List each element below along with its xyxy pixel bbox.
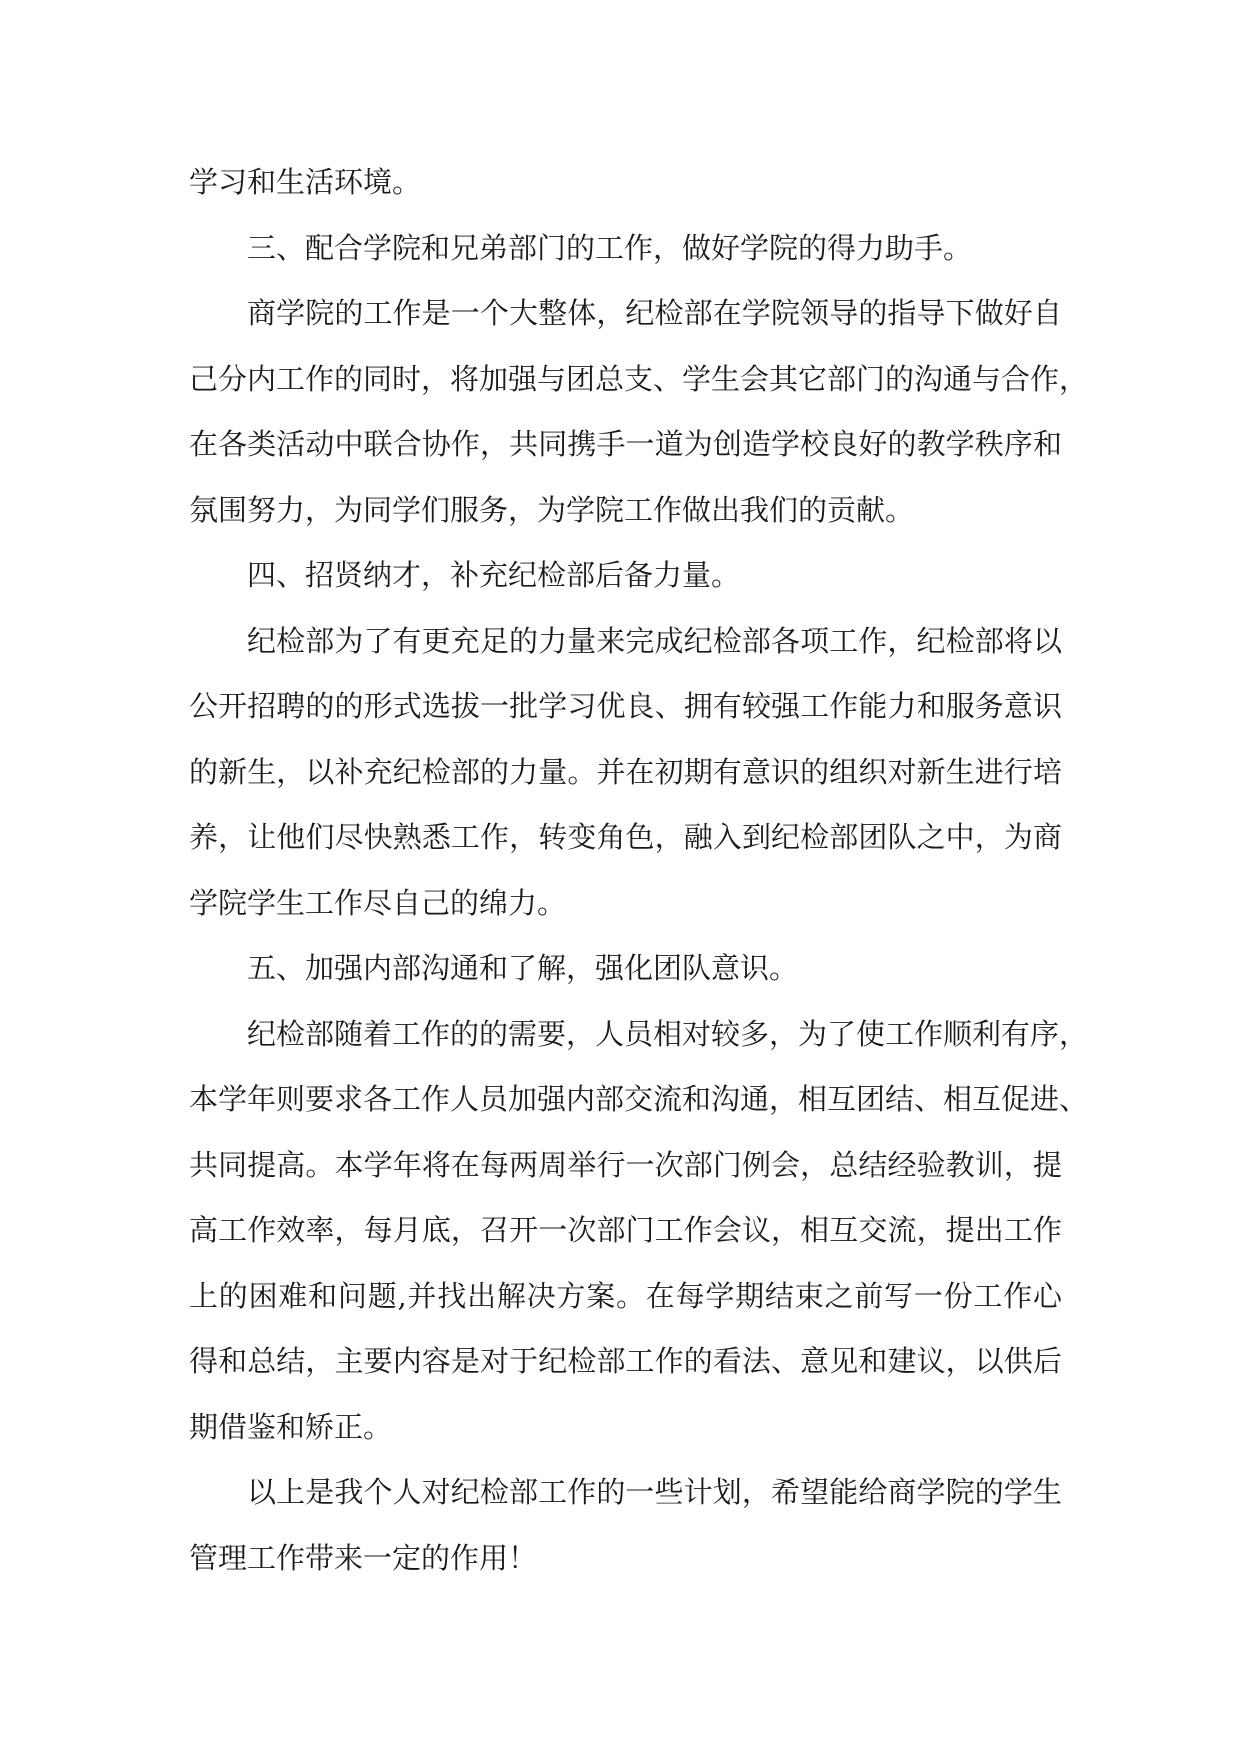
text-line: 纪检部随着工作的的需要，人员相对较多，为了使工作顺利有序， — [247, 1016, 1089, 1051]
text-line: 共同提高。本学年将在每两周举行一次部门例会，总结经验教训，提 — [189, 1147, 1062, 1182]
section-heading-3 — [189, 216, 1062, 282]
text-line: 养，让他们尽快熟悉工作，转变角色，融入到纪检部团队之中，为商 — [189, 820, 1062, 854]
text-line: 公开招聘的的形式选拔一批学习优良、拥有较强工作能力和服务意识 — [189, 689, 1062, 723]
paragraph-3 — [189, 281, 1089, 543]
section-heading-4 — [189, 543, 1062, 609]
text-line: 本学年则要求各工作人员加强内部交流和沟通，相互团结、相互促进、 — [189, 1082, 1089, 1116]
text-line: 管理工作带来一定的作用！ — [189, 1540, 538, 1575]
text-line: 五、加强内部沟通和了解，强化团队意识。 — [247, 951, 799, 985]
text-line: 三、配合学院和兄弟部门的工作，做好学院的得力助手。 — [247, 230, 973, 265]
text-line: 己分内工作的同时，将加强与团总支、学生会其它部门的沟通与合作， — [189, 361, 1089, 396]
text-line: 在各类活动中联合协作，共同携手一道为创造学校良好的教学秩序和 — [189, 427, 1062, 461]
text-line: 商学院的工作是一个大整体，纪检部在学院领导的指导下做好自 — [247, 296, 1062, 330]
closing-paragraph — [189, 1460, 1062, 1591]
text-line: 四、招贤纳才，补充纪检部后备力量。 — [247, 558, 741, 592]
text-line: 学院学生工作尽自己的绵力。 — [189, 885, 567, 920]
text-line: 以上是我个人对纪检部工作的一些计划，希望能给商学院的学生 — [247, 1475, 1062, 1509]
document-body — [189, 150, 1089, 1591]
text-line: 的新生，以补充纪检部的力量。并在初期有意识的组织对新生进行培 — [189, 754, 1062, 789]
section-heading-5 — [189, 936, 1062, 1002]
text-line: 学习和生活环境。 — [189, 165, 422, 199]
paragraph-continuation — [189, 150, 1062, 216]
paragraph-5 — [189, 1002, 1089, 1461]
text-line: 纪检部为了有更充足的力量来完成纪检部各项工作，纪检部将以 — [247, 623, 1062, 658]
text-line: 上的困难和问题,并找出解决方案。在每学期结束之前写一份工作心 — [189, 1278, 1062, 1313]
paragraph-4 — [189, 609, 1062, 937]
text-line: 氛围努力，为同学们服务，为学院工作做出我们的贡献。 — [189, 492, 915, 527]
text-line: 高工作效率，每月底，召开一次部门工作会议，相互交流，提出工作 — [189, 1213, 1062, 1247]
text-line: 得和总结，主要内容是对于纪检部工作的看法、意见和建议，以供后 — [189, 1344, 1062, 1378]
text-line: 期借鉴和矫正。 — [189, 1409, 393, 1444]
